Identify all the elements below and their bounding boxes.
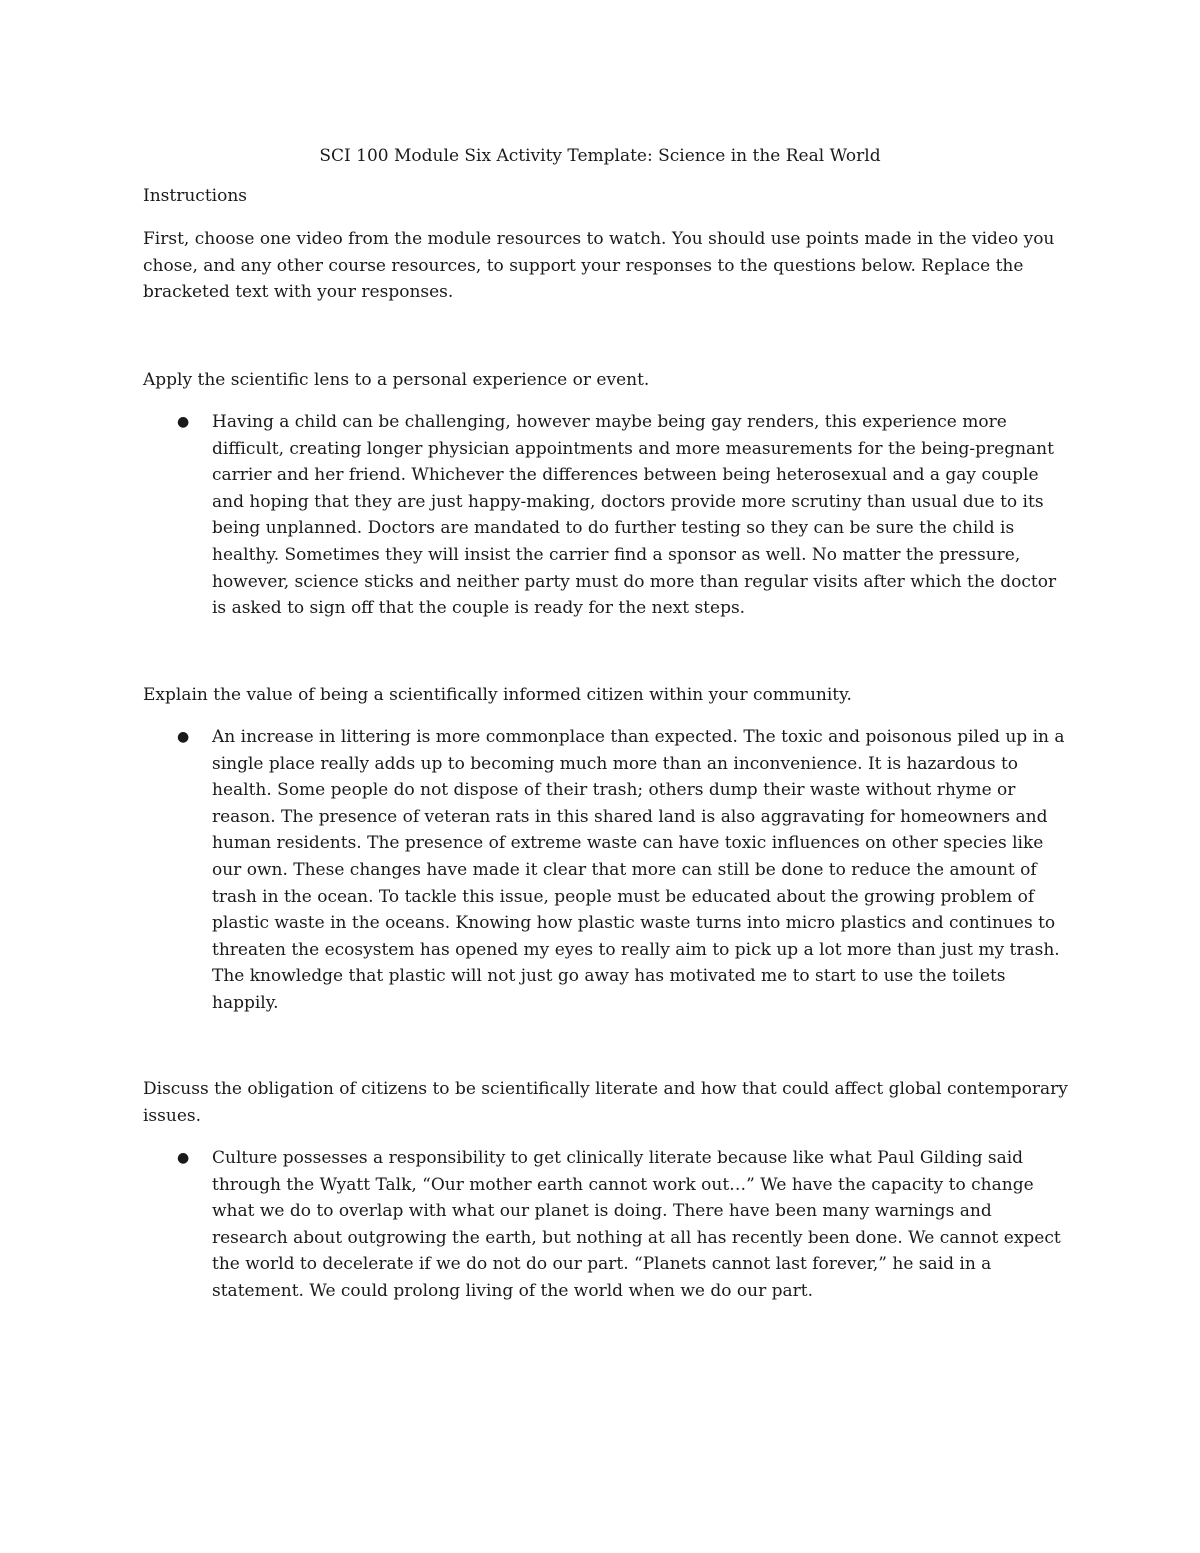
section-response-text-3: Culture possesses a responsibility to get clinically literate because like what Paul Gilding said through the Wyatt Talk, “Our mother earth cannot work out…” We have the capacity to change what we do to overlap with what our planet is doing. There have been many warnings and research about outgrowing the earth, but nothing at all has recently been done. We cannot expect the world to decelerate if we do not do our part. “Planets cannot last forever,” he said in a statement. We could prolong living of the world when we do our part.	[212, 1148, 1061, 1301]
bullet-icon: ●	[177, 1150, 190, 1166]
section-response-text-2: An increase in littering is more commonplace than expected. The toxic and poisonous piled up in a single place really adds up to becoming much more than an inconvenience. It is hazardous to health. Some people do not dispose of their trash; others dump their waste without rhyme or reason. The presence of veteran rats in this shared land is also aggravating for homeowners and human residents. The presence of extreme waste can have toxic influences on other species like our own. These changes have made it clear that more can still be done to reduce the amount of trash in the ocean. To tackle this issue, people must be educated about the growing problem of plastic waste in the oceans. Knowing how plastic waste turns into micro plastics and continues to threaten the ecosystem has opened my eyes to really aim to pick up a lot more than just my trash. The knowledge that plastic will not just go away has motivated me to start to use the toilets happily.	[212, 727, 1065, 1013]
bullet-icon: ●	[177, 729, 190, 745]
section-response-text-1: Having a child can be challenging, however maybe being gay renders, this experience more difficult, creating longer physician appointments and more measurements for the being-pregnant carrier and her friend. Whichever the differences between being heterosexual and a gay couple and hoping that they are just happy-making, doctors provide more scrutiny than usual due to its being unplanned. Doctors are mandated to do further testing so they can be sure the child is healthy. Sometimes they will insist the carrier find a sponsor as well. No matter the pressure, however, science sticks and neither party must do more than regular visits after which the doctor is asked to sign off that the couple is ready for the next steps.	[212, 412, 1057, 619]
instructions-text: First, choose one video from the module resources to watch. You should use points made in the video you chose, and any other course resources, to support your responses to the questions below. Replace the bracketed text with your responses.	[143, 229, 1055, 303]
bullet-icon: ●	[177, 414, 190, 430]
section-prompt-2: Explain the value of being a scientifically informed citizen within your community.	[143, 685, 852, 705]
section-prompt-3: Discuss the obligation of citizens to be scientifically literate and how that could affect global contemporary issues.	[143, 1079, 1068, 1126]
section-prompt-1: Apply the scientific lens to a personal experience or event.	[143, 370, 650, 390]
instructions-heading: Instructions	[143, 186, 247, 206]
document-title: SCI 100 Module Six Activity Template: Science in the Real World	[319, 146, 881, 166]
